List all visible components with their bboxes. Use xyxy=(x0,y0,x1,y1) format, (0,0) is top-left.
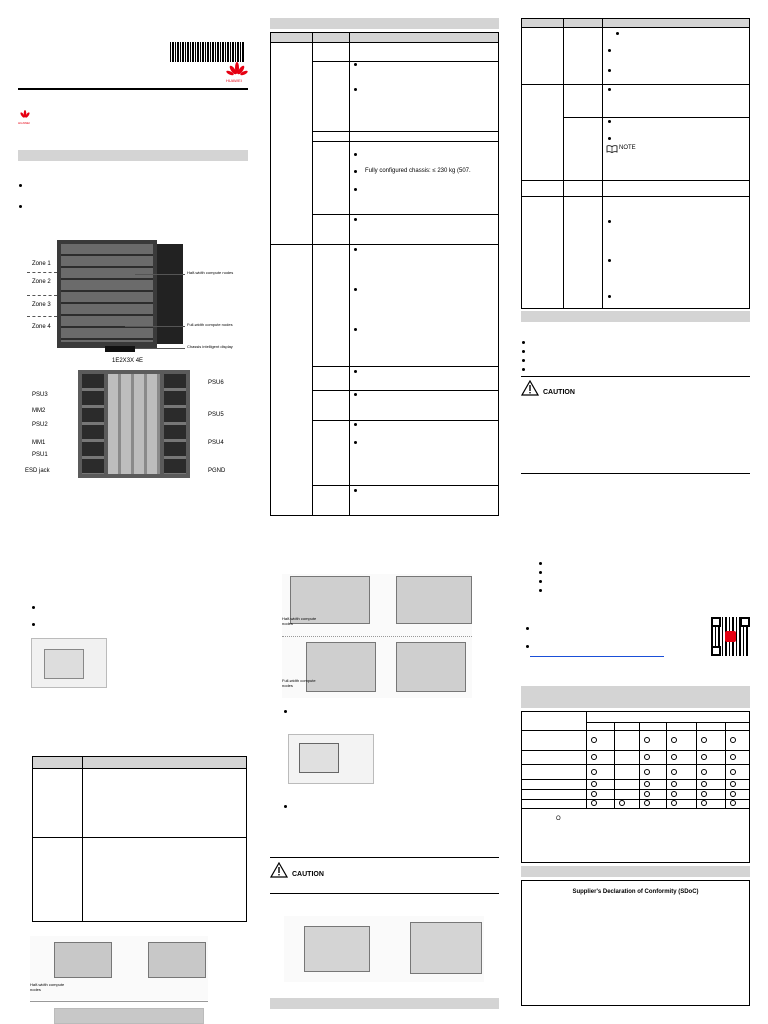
half-width-label: Half-width compute nodes xyxy=(30,982,65,992)
half-width-caption: Half-width compute nodes xyxy=(282,616,317,626)
node-install-figure-left xyxy=(30,936,208,1000)
grounding-drawing xyxy=(410,922,482,974)
hazard-mark xyxy=(701,800,707,806)
hazard-mark xyxy=(701,791,707,797)
rail-install-figure xyxy=(31,638,107,688)
bullet xyxy=(616,32,619,35)
bullet xyxy=(354,188,357,191)
bullet xyxy=(354,370,357,373)
callout-line xyxy=(125,326,185,327)
rear-left-label: MM1 xyxy=(32,440,46,446)
right-table-row xyxy=(522,180,749,181)
hazard-mark xyxy=(591,754,597,760)
hazard-row xyxy=(522,779,749,780)
zone-label: Zone 4 xyxy=(32,324,51,330)
left-table-header xyxy=(33,757,246,769)
weight-spec: Fully configured chassis: ≤ 230 kg (507. xyxy=(365,168,471,174)
bullet xyxy=(608,295,611,298)
left-table xyxy=(32,756,247,922)
middle-table-col-1 xyxy=(312,33,313,515)
callout-line xyxy=(135,274,185,275)
qr-corner xyxy=(711,617,721,627)
bullet xyxy=(539,571,542,574)
small-huawei-wordmark: HUAWEI xyxy=(18,121,30,125)
barcode xyxy=(170,42,244,62)
hazard-mark xyxy=(591,737,597,743)
huawei-petal-icon xyxy=(226,62,248,78)
cable-figure xyxy=(288,734,374,784)
rear-left-label: ESD jack xyxy=(25,468,50,474)
huawei-logo xyxy=(226,62,248,84)
hazard-mark xyxy=(730,800,736,806)
node-install-figure-middle xyxy=(282,574,472,698)
hazard-mark xyxy=(730,769,736,775)
hazard-mark xyxy=(591,781,597,787)
right-table xyxy=(521,18,750,309)
rear-right-label: PSU6 xyxy=(208,380,224,386)
rail-drawing xyxy=(44,649,84,679)
caution-label: CAUTION xyxy=(543,389,575,396)
bullet xyxy=(526,645,529,648)
hazard-mark xyxy=(591,800,597,806)
hazard-mark xyxy=(644,737,650,743)
chassis-rear-figure xyxy=(25,358,230,480)
caution-block-right xyxy=(521,380,621,400)
bullet xyxy=(539,589,542,592)
rear-label-1e: 1E xyxy=(112,358,120,364)
small-huawei-logo xyxy=(18,110,34,128)
hazard-mark xyxy=(591,769,597,775)
rear-left-label: MM2 xyxy=(32,408,46,414)
middle-table-row xyxy=(271,244,498,245)
bullet xyxy=(19,205,22,208)
middle-table xyxy=(270,32,499,516)
right-table-col-1 xyxy=(563,19,564,308)
figure-divider xyxy=(30,1001,208,1002)
hazard-mark xyxy=(671,781,677,787)
bullet xyxy=(354,218,357,221)
middle-table-row xyxy=(312,131,498,132)
rear-psu-column-left xyxy=(82,374,104,474)
hazard-row xyxy=(522,789,749,790)
hazard-mark xyxy=(671,754,677,760)
bullet xyxy=(522,350,525,353)
zone-label: Zone 2 xyxy=(32,279,51,285)
middle-table-row xyxy=(312,61,498,62)
hazard-mark xyxy=(644,800,650,806)
caution-rule-bottom xyxy=(270,893,499,894)
middle-table-header xyxy=(271,33,498,43)
bullet xyxy=(539,562,542,565)
bullet xyxy=(522,359,525,362)
cable-drawing xyxy=(299,743,339,773)
header-rule xyxy=(18,88,248,90)
hazard-mark xyxy=(730,781,736,787)
bullet xyxy=(354,248,357,251)
qr-center-logo xyxy=(725,631,736,642)
bullet xyxy=(608,69,611,72)
bullet xyxy=(354,288,357,291)
bullet xyxy=(354,328,357,331)
right-table-row xyxy=(522,84,749,85)
rear-right-label: PSU5 xyxy=(208,412,224,418)
hazard-col xyxy=(614,722,615,808)
bullet xyxy=(608,49,611,52)
section-bar-right-1 xyxy=(521,311,750,322)
chassis-display xyxy=(105,346,135,352)
sdoc-box xyxy=(521,880,750,1006)
hazard-row xyxy=(586,722,749,723)
rear-left-label: PSU3 xyxy=(32,392,48,398)
section-bar-right-2 xyxy=(521,686,750,708)
hazard-col xyxy=(725,722,726,808)
note-label: NOTE xyxy=(619,145,636,151)
hazard-mark xyxy=(730,737,736,743)
right-table-row xyxy=(563,117,749,118)
chassis-front-figure xyxy=(25,238,245,356)
bullet xyxy=(32,606,35,609)
section-bar-middle-1 xyxy=(270,18,499,29)
qr-corner xyxy=(711,646,721,656)
caution-rule-bottom-right xyxy=(521,473,750,474)
middle-table-row xyxy=(312,366,498,367)
right-table-row xyxy=(522,196,749,197)
bullet xyxy=(354,153,357,156)
hazard-mark xyxy=(671,737,677,743)
hazard-row xyxy=(522,808,749,809)
bullet xyxy=(608,220,611,223)
hazard-mark xyxy=(644,769,650,775)
zone-divider xyxy=(27,295,57,296)
warning-triangle-icon xyxy=(270,862,288,878)
callout-display: Chassis intelligent display xyxy=(187,344,233,349)
bullet xyxy=(608,259,611,262)
hazard-row xyxy=(522,750,749,751)
caution-rule-top xyxy=(270,857,499,858)
hazard-col xyxy=(696,722,697,808)
figure-divider xyxy=(282,636,472,637)
callout-line xyxy=(135,348,185,349)
zone-divider xyxy=(27,316,57,317)
caution-label: CAUTION xyxy=(292,871,324,878)
bullet xyxy=(354,441,357,444)
rear-right-label: PSU4 xyxy=(208,440,224,446)
rear-right-label: PGND xyxy=(208,468,226,474)
left-table-divider xyxy=(82,757,83,921)
rear-left-label: PSU2 xyxy=(32,422,48,428)
section-bar-right-3 xyxy=(521,866,750,877)
huawei-wordmark: HUAWEI xyxy=(226,78,242,83)
bullet xyxy=(522,368,525,371)
middle-table-row xyxy=(312,390,498,391)
left-table-row-line xyxy=(33,837,246,838)
warning-triangle-icon xyxy=(521,380,539,396)
chassis-bays xyxy=(61,244,153,342)
book-icon xyxy=(606,145,618,153)
bullet xyxy=(526,627,529,630)
hazard-col xyxy=(586,712,587,808)
node-drawing xyxy=(148,942,206,978)
note-block xyxy=(606,144,646,154)
middle-table-col-2 xyxy=(349,33,350,515)
rear-left-label: PSU1 xyxy=(32,452,48,458)
rear-switch-modules xyxy=(108,374,160,474)
hazard-mark xyxy=(701,754,707,760)
hazard-mark xyxy=(701,769,707,775)
bullet xyxy=(284,710,287,713)
rear-label-4e: 4E xyxy=(135,358,144,364)
bullet xyxy=(354,170,357,173)
right-table-col-2 xyxy=(602,19,603,308)
qr-corner xyxy=(740,617,750,627)
full-node-step-2 xyxy=(396,642,466,692)
hazard-table xyxy=(521,711,750,863)
section-bar-left-1 xyxy=(18,150,248,161)
hazard-col xyxy=(639,722,640,808)
bullet xyxy=(354,489,357,492)
bullet xyxy=(354,88,357,91)
middle-table-row xyxy=(312,485,498,486)
callout-full-width: Full-width compute nodes xyxy=(187,322,233,327)
hazard-mark xyxy=(730,791,736,797)
node-install-figure-left-2 xyxy=(54,1008,204,1024)
zone-label: Zone 1 xyxy=(32,261,51,267)
sdoc-title: Supplier's Declaration of Conformity (SDoC) xyxy=(572,889,699,895)
bullet xyxy=(354,423,357,426)
zone-divider xyxy=(27,272,57,273)
full-width-caption: Full-width compute nodes xyxy=(282,678,316,688)
bullet xyxy=(284,805,287,808)
hazard-mark xyxy=(671,800,677,806)
right-table-header xyxy=(522,19,749,28)
caution-rule-top-right xyxy=(521,376,750,377)
hazard-mark xyxy=(701,781,707,787)
grounding-drawing xyxy=(304,926,370,972)
hazard-mark xyxy=(619,800,625,806)
rear-top-labels xyxy=(112,358,143,365)
hazard-row xyxy=(522,730,749,731)
bullet xyxy=(354,63,357,66)
bullet xyxy=(354,393,357,396)
hazard-col xyxy=(666,722,667,808)
huawei-petal-icon-small xyxy=(18,110,32,120)
support-link[interactable] xyxy=(530,656,664,657)
hazard-mark xyxy=(701,737,707,743)
hazard-mark xyxy=(591,791,597,797)
bullet xyxy=(32,623,35,626)
bullet xyxy=(539,580,542,583)
bullet xyxy=(608,137,611,140)
caution-block-middle xyxy=(270,862,370,882)
middle-table-row xyxy=(312,214,498,215)
zone-label: Zone 3 xyxy=(32,302,51,308)
half-node-step-2 xyxy=(396,576,472,624)
hazard-mark xyxy=(644,781,650,787)
node-drawing xyxy=(54,942,112,978)
hazard-mark xyxy=(644,791,650,797)
bullet xyxy=(19,184,22,187)
hazard-row xyxy=(522,799,749,800)
rear-label-3x: 3X xyxy=(126,358,135,364)
grounding-figure xyxy=(284,916,484,982)
hazard-mark xyxy=(730,754,736,760)
qr-code xyxy=(711,617,750,656)
hazard-mark xyxy=(671,769,677,775)
bullet xyxy=(522,341,525,344)
bullet xyxy=(608,88,611,91)
hazard-mark xyxy=(671,791,677,797)
hazard-legend-glyph: O xyxy=(556,816,561,822)
middle-table-row xyxy=(312,420,498,421)
rear-psu-column-right xyxy=(164,374,186,474)
section-bar-middle-2 xyxy=(270,998,499,1009)
hazard-mark xyxy=(644,754,650,760)
rear-label-2x: 2X xyxy=(119,358,127,364)
callout-half-width: Half-width compute nodes xyxy=(187,270,234,275)
middle-table-row xyxy=(312,141,498,142)
bullet xyxy=(608,120,611,123)
hazard-row xyxy=(522,764,749,765)
chassis-side xyxy=(157,244,183,344)
